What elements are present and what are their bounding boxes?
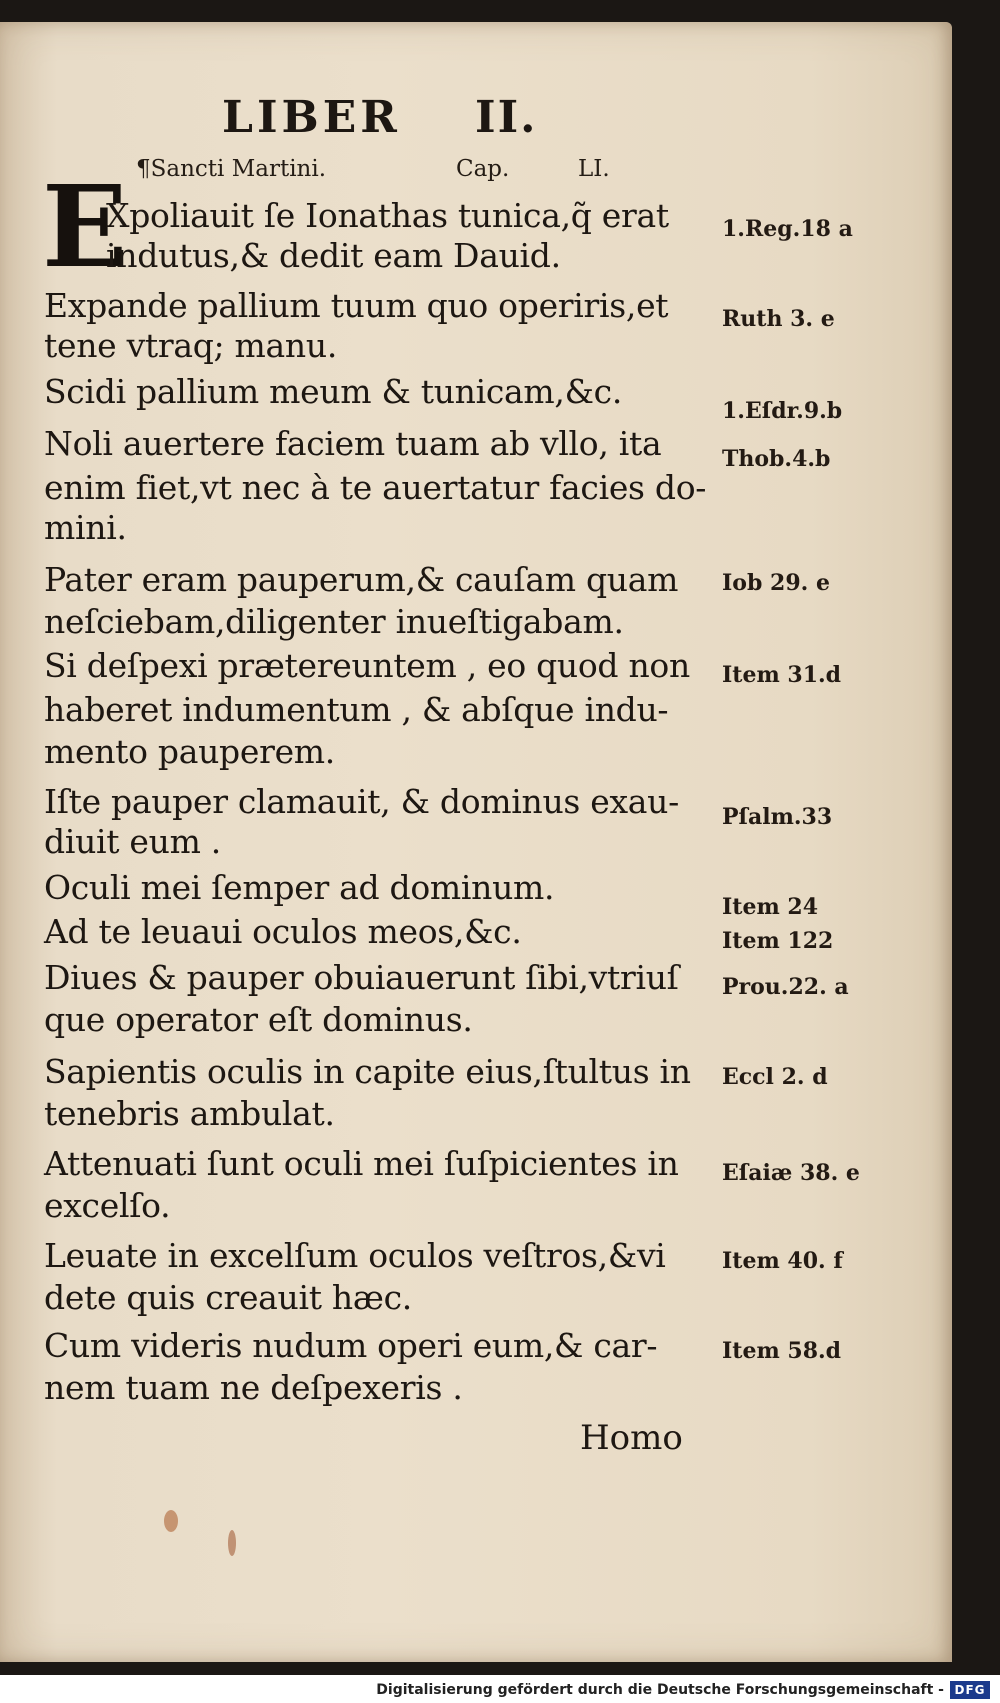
text-line: Noli auertere faciem tuam ab vllo, ita bbox=[44, 424, 662, 463]
text-line: que operator eſt dominus. bbox=[44, 1000, 473, 1039]
dfg-logo: DFG bbox=[950, 1681, 990, 1699]
text-line: tene vtraq; manu. bbox=[44, 326, 338, 365]
margin-reference: Ruth 3. e bbox=[722, 306, 835, 332]
margin-reference: Thob.4.b bbox=[722, 446, 831, 472]
cap-number: LI. bbox=[578, 156, 610, 182]
text-line: Leuate in excelſum oculos veſtros,&vi bbox=[44, 1236, 666, 1275]
text-line: Expande pallium tuum quo operiris,et bbox=[44, 286, 669, 325]
margin-reference: Item 31.d bbox=[722, 662, 842, 688]
margin-reference: Item 58.d bbox=[722, 1338, 842, 1364]
text-line: Sapientis oculis in capite eius,ſtultus in bbox=[44, 1052, 691, 1091]
catchword: Homo bbox=[580, 1418, 683, 1458]
text-line: haberet indumentum , & abſque indu- bbox=[44, 690, 669, 729]
text-line: Oculi mei ſemper ad dominum. bbox=[44, 868, 555, 907]
text-line: Iſte pauper clamauit, & dominus exau- bbox=[44, 782, 679, 821]
margin-reference: Item 122 bbox=[722, 928, 834, 954]
footer-bar bbox=[0, 1675, 1000, 1703]
text-line: mento pauperem. bbox=[44, 732, 335, 771]
margin-reference: Item 24 bbox=[722, 894, 819, 920]
paper-stain bbox=[228, 1530, 236, 1556]
text-line: dete quis creauit hæc. bbox=[44, 1278, 412, 1317]
text-line: neſciebam,diligenter inueſtigabam. bbox=[44, 602, 624, 641]
text-line: enim fiet,vt nec à te auertatur facies do- bbox=[44, 468, 707, 507]
text-line: tenebris ambulat. bbox=[44, 1094, 335, 1133]
text-line: Xpoliauit ſe Ionathas tunica,q̃ erat bbox=[106, 196, 669, 235]
text-line: nem tuam ne deſpexeris . bbox=[44, 1368, 463, 1407]
text-line: Scidi pallium meum & tunicam,&c. bbox=[44, 372, 623, 411]
margin-reference: Prou.22. a bbox=[722, 974, 849, 1000]
margin-reference: 1.Eſdr.9.b bbox=[722, 398, 843, 424]
text-line: Diues & pauper obuiauerunt ſibi,vtriuſ bbox=[44, 958, 679, 997]
text-line: Pater eram pauperum,& cauſam quam bbox=[44, 560, 679, 599]
text-line: mini. bbox=[44, 508, 127, 547]
drop-cap-initial: E bbox=[42, 162, 128, 293]
margin-reference: Eſaiæ 38. e bbox=[722, 1160, 860, 1186]
margin-reference: Item 40. f bbox=[722, 1248, 843, 1274]
text-line: excelſo. bbox=[44, 1186, 171, 1225]
text-line: Ad te leuaui oculos meos,&c. bbox=[44, 912, 522, 951]
cap-label: Cap. bbox=[456, 156, 510, 182]
margin-reference: Iob 29. e bbox=[722, 570, 830, 596]
running-head-numeral: II. bbox=[475, 92, 538, 143]
text-line: Attenuati ſunt oculi mei ſuſpicientes in bbox=[44, 1144, 679, 1183]
margin-reference: Pſalm.33 bbox=[722, 804, 833, 830]
funding-notice: Digitalisierung gefördert durch die Deutsche Forschungsgemeinschaft - bbox=[376, 1682, 944, 1698]
chapter-source: ¶Sancti Martini. bbox=[136, 156, 327, 182]
running-head-title: LIBER bbox=[222, 92, 401, 143]
margin-reference: Eccl 2. d bbox=[722, 1064, 828, 1090]
text-line: Si deſpexi prætereuntem , eo quod non bbox=[44, 646, 690, 685]
margin-reference: 1.Reg.18 a bbox=[722, 216, 853, 242]
text-line: diuit eum . bbox=[44, 822, 221, 861]
text-line: Cum videris nudum operi eum,& car- bbox=[44, 1326, 658, 1365]
text-line: indutus,& dedit eam Dauid. bbox=[106, 236, 561, 275]
paper-stain bbox=[164, 1510, 178, 1532]
